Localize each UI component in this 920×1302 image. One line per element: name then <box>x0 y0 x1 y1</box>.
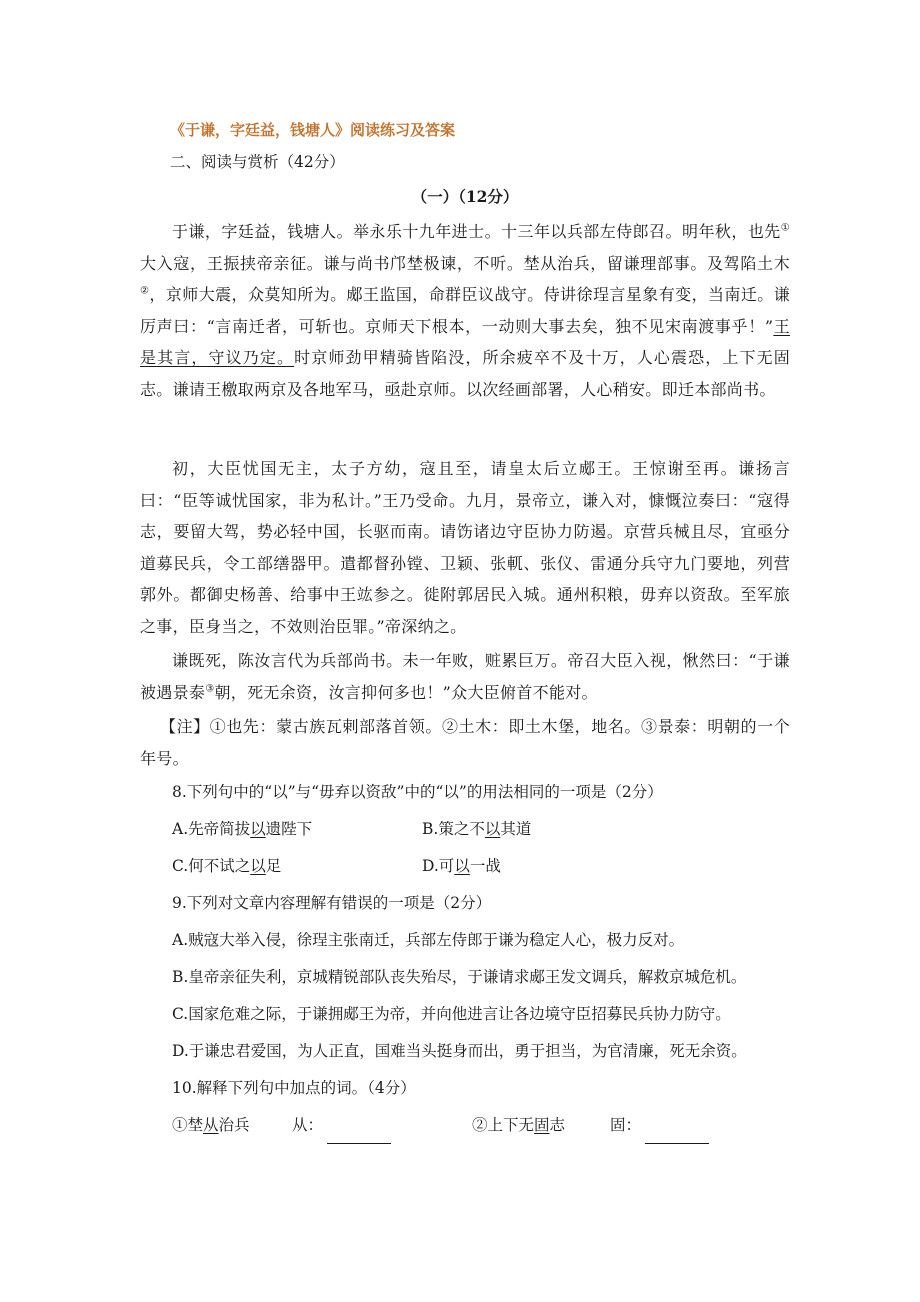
passage-text: 于谦，字廷益，钱塘人。举永乐十九年进士。十三年以兵部左侍郎召。明年秋，也先 <box>172 222 781 241</box>
footnote-marker-2: ② <box>140 285 150 297</box>
question-10-item-1: ①埜从治兵 <box>172 1116 250 1134</box>
question-10-item-2: ②上下无固志 <box>472 1116 566 1134</box>
question-8-option-b: B.策之不以其道 <box>422 820 532 838</box>
underlined-sentence: 王是其言，守议乃定。 <box>140 316 790 367</box>
question-8-option-a: A.先帝简拔以遗陛下 <box>172 820 313 838</box>
subsection-heading: （一）（12分） <box>411 187 519 206</box>
passage-text: 大入寇，王振挟帝亲征。谦与尚书邝埜极谏，不听。埜从治兵，留谦理部事。及驾陷土木 <box>140 253 790 273</box>
question-9-stem: 9.下列对文章内容理解有错误的一项是（2分） <box>172 894 492 912</box>
passage-notes: 【注】①也先：蒙古族瓦剌部落首领。②土木：即土木堡，地名。③景泰：明朝的一个年号。 <box>140 717 790 768</box>
question-9-option-c: C.国家危难之际，于谦拥郕王为帝，并向他进言让各边境守臣招募民兵协力防守。 <box>172 1005 731 1023</box>
question-10-items <box>172 1107 790 1144</box>
passage-text: ，京师大震，众莫知所为。郕王监国，命群臣议战守。侍讲徐珵言星象有变，当南迁。谦厉声曰：“言南迁者，可斩也。京师天下根本，一动则大事去矣，独不见宋南渡事乎！” <box>140 285 791 336</box>
question-9-option-b: B.皇帝亲征失利，京城精锐部队丧失殆尽，于谦请求郕王发文调兵，解救京城危机。 <box>172 968 747 986</box>
passage-text: 时京师劲甲精骑皆陷没，所余疲卒不及十万，人心震恐，上下无固志。谦请王檄取两京及各地军马，亟赴京师。以次经画部署，人心稍安。即迁本部尚书。 <box>140 348 791 399</box>
question-8-stem: 8.下列句中的“以”与“毋弃以资敌”中的“以”的用法相同的一项是（2分） <box>172 783 663 801</box>
question-10-answer-1[interactable]: 从： <box>292 1107 391 1144</box>
document-title[interactable]: 《于谦，字廷益，钱塘人》阅读练习及答案 <box>170 121 456 139</box>
answer-blank-2[interactable] <box>645 1121 709 1144</box>
question-10-answer-2[interactable]: 固： <box>610 1107 709 1144</box>
question-9-option-d: D.于谦忠君爱国，为人正直，国难当头挺身而出，勇于担当，为官清廉，死无余资。 <box>172 1042 747 1060</box>
passage-paragraph-1 <box>140 216 790 405</box>
passage-paragraph-2: 初，大臣忧国无主，太子方幼，寇且至，请皇太后立郕王。王惊谢至再。谦扬言曰：“臣等诚忧国家，非为私计。”王乃受命。九月，景帝立，谦入对，慷慨泣奏曰：“寇得志，要留大驾，势必轻中国，长驱而南。请饬诸边守臣协力防遏。京营兵械且尽，宜亟分道募民兵，令工部缮器甲。遣都督孙镗、卫颖、张軏、张仪、雷通分兵守九门要地，列营郭外。都御史杨善、给事中王竑参之。徙附郭居民入城。通州积粮，毋弃以资敌。至军旅之事，臣身当之，不效则治臣罪。”帝深纳之。 <box>140 459 790 636</box>
question-8-options-row-1 <box>172 811 790 848</box>
question-8-options-row-2 <box>172 848 790 885</box>
passage-paragraph-3 <box>140 645 790 708</box>
footnote-marker-1: ① <box>780 222 790 234</box>
question-10-stem: 10.解释下列句中加点的词。（4分） <box>172 1079 416 1097</box>
answer-blank-1[interactable] <box>327 1121 391 1144</box>
question-8-option-d: D.可以一战 <box>422 857 501 875</box>
passage-text: 朝，死无余资，汝言抑何多也！”众大臣俯首不能对。 <box>214 682 598 702</box>
passage-text: 谦既死，陈汝言代为兵部尚书。未一年败，赃累巨万。帝召大臣入视，愀然曰：“于谦被遇景泰 <box>140 651 790 702</box>
question-9-option-a: A.贼寇大举入侵，徐珵主张南迁，兵部左侍郎于谦为稳定人心，极力反对。 <box>172 931 685 949</box>
question-8-option-c: C.何不试之以足 <box>172 857 282 875</box>
footnote-marker-3: ③ <box>205 683 215 695</box>
section-heading: 二、阅读与赏析（42分） <box>170 153 345 171</box>
document-page <box>140 116 790 1144</box>
